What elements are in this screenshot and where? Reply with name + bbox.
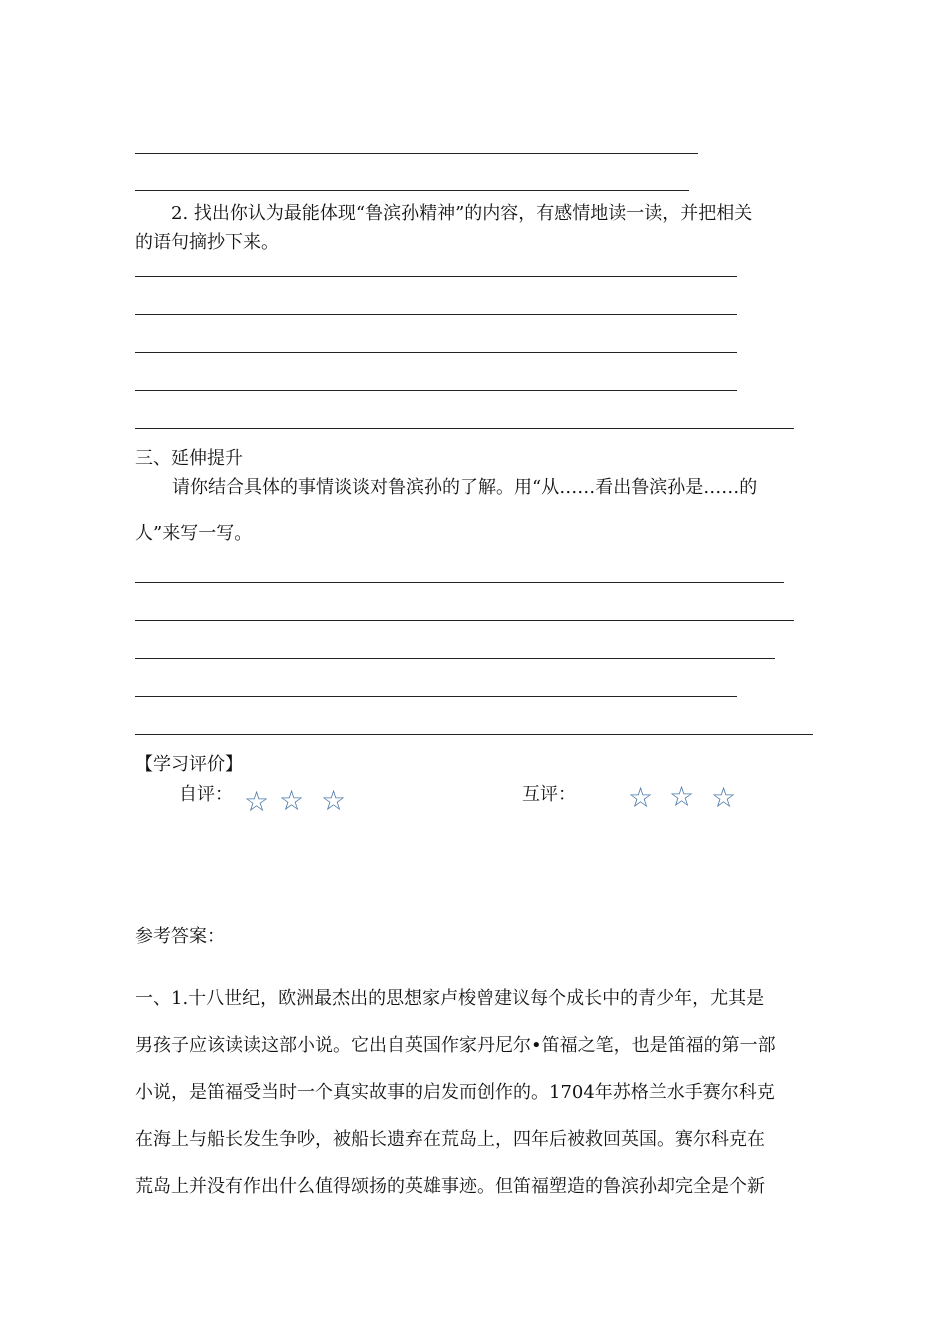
question-2-line-1: 2. 找出你认为最能体现“鲁滨孙精神”的内容，有感情地读一读，并把相关: [171, 203, 753, 224]
star-icon[interactable]: ☆: [321, 784, 347, 817]
answer-line[interactable]: [135, 276, 737, 277]
answer-line[interactable]: [135, 658, 775, 659]
answer-line[interactable]: [135, 190, 689, 191]
star-icon[interactable]: ☆: [244, 785, 270, 818]
answer-paragraph-line: 荒岛上并没有作出什么值得颂扬的英雄事迹。但笛福塑造的鲁滨孙却完全是个新: [135, 1176, 765, 1197]
answer-line[interactable]: [135, 734, 813, 735]
answer-line[interactable]: [135, 620, 794, 621]
star-icon[interactable]: ☆: [669, 780, 695, 813]
star-icon[interactable]: ☆: [279, 784, 305, 817]
section-3-prompt-line-2: 人”来写一写。: [135, 523, 253, 544]
answer-line[interactable]: [135, 153, 698, 154]
answer-paragraph-line: 一、1.十八世纪，欧洲最杰出的思想家卢梭曾建议每个成长中的青少年，尤其是: [135, 988, 765, 1009]
answer-line[interactable]: [135, 314, 737, 315]
answers-heading: 参考答案：: [135, 926, 225, 947]
evaluation-heading: 【学习评价】: [135, 754, 243, 775]
star-icon[interactable]: ☆: [711, 781, 737, 814]
self-evaluation-label: 自评：: [179, 784, 233, 805]
section-3-heading: 三、延伸提升: [135, 448, 243, 469]
question-2-line-2: 的语句摘抄下来。: [135, 232, 279, 253]
peer-evaluation-label: 互评：: [522, 784, 576, 805]
section-3-prompt-line-1: 请你结合具体的事情谈谈对鲁滨孙的了解。用“从……看出鲁滨孙是……的: [172, 477, 758, 498]
answer-line[interactable]: [135, 352, 737, 353]
answer-paragraph-line: 小说，是笛福受当时一个真实故事的启发而创作的。1704年苏格兰水手赛尔科克: [135, 1082, 775, 1103]
answer-line[interactable]: [135, 582, 784, 583]
answer-line[interactable]: [135, 696, 737, 697]
answer-paragraph-line: 男孩子应该读读这部小说。它出自英国作家丹尼尔•笛福之笔，也是笛福的第一部: [135, 1035, 776, 1056]
answer-line[interactable]: [135, 428, 794, 429]
star-icon[interactable]: ☆: [628, 781, 654, 814]
answer-line[interactable]: [135, 390, 737, 391]
answer-paragraph-line: 在海上与船长发生争吵，被船长遗弃在荒岛上，四年后被救回英国。赛尔科克在: [135, 1129, 765, 1150]
